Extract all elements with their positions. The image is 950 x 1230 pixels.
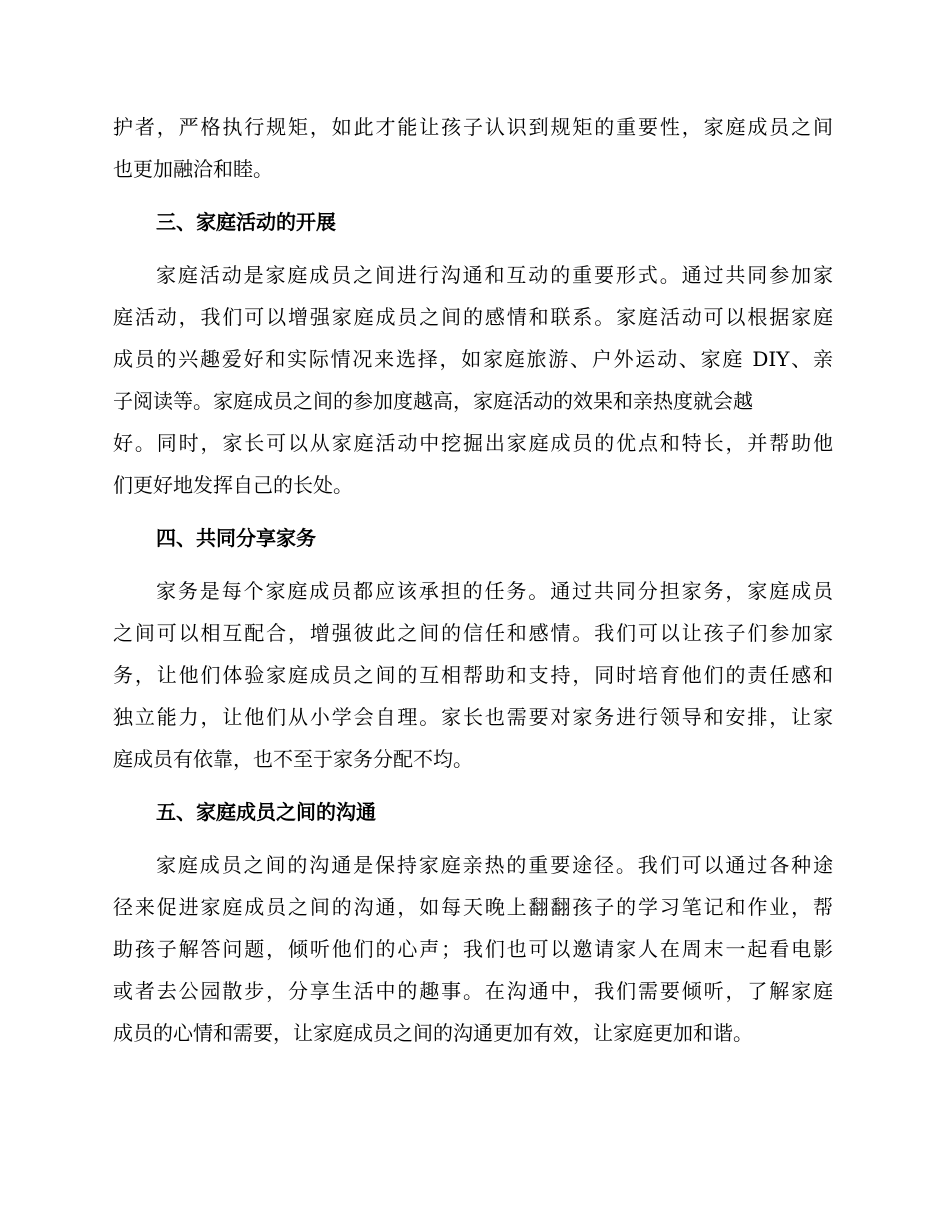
section-paragraph — [113, 844, 833, 1054]
paragraph-line: 家务是每个家庭成员都应该承担的任务。通过共同分担家务，家庭成员 — [156, 579, 833, 603]
section-paragraph — [113, 570, 833, 780]
paragraph-line: 务，让他们体验家庭成员之间的互相帮助和支持，同时培育他们的责任感和 — [113, 663, 833, 687]
paragraph-line: 成员的心情和需要，让家庭成员之间的沟通更加有效，让家庭更加和谐。 — [113, 1021, 753, 1045]
paragraph-line: 家庭成员之间的沟通是保持家庭亲热的重要途径。我们可以通过各种途 — [156, 853, 833, 877]
paragraph-line: 独立能力，让他们从小学会自理。家长也需要对家务进行领导和安排，让家 — [113, 705, 833, 729]
section-heading: 三、家庭活动的开展 — [156, 210, 336, 234]
continuation-paragraph — [113, 106, 833, 190]
paragraph-line: 护者，严格执行规矩，如此才能让孩子认识到规矩的重要性，家庭成员之间 — [113, 115, 833, 139]
paragraph-line: 成员的兴趣爱好和实际情况来选择，如家庭旅游、户外运动、家庭 DIY、亲 — [113, 347, 833, 371]
section-family-activities — [113, 201, 833, 506]
section-paragraph — [113, 254, 833, 506]
paragraph-line: 家庭活动是家庭成员之间进行沟通和互动的重要形式。通过共同参加家 — [156, 263, 833, 287]
paragraph-line: 径来促进家庭成员之间的沟通，如每天晚上翻翻孩子的学习笔记和作业，帮 — [113, 895, 833, 919]
paragraph-line: 好。同时，家长可以从家庭活动中挖掘出家庭成员的优点和特长，并帮助他 — [113, 431, 833, 455]
document-body — [113, 106, 833, 1054]
section-heading: 五、家庭成员之间的沟通 — [156, 800, 376, 824]
paragraph-line: 助孩子解答问题，倾听他们的心声；我们也可以邀请家人在周末一起看电影 — [113, 937, 833, 961]
paragraph-line: 或者去公园散步，分享生活中的趣事。在沟通中，我们需要倾听，了解家庭 — [113, 979, 833, 1003]
section-heading: 四、共同分享家务 — [156, 526, 316, 550]
paragraph-line: 也更加融洽和睦。 — [113, 157, 273, 181]
paragraph-line: 庭活动，我们可以增强家庭成员之间的感情和联系。家庭活动可以根据家庭 — [113, 305, 833, 329]
section-shared-housework — [113, 517, 833, 780]
paragraph-line: 庭成员有依靠，也不至于家务分配不均。 — [113, 747, 473, 771]
section-family-communication — [113, 791, 833, 1054]
paragraph-line: 子阅读等。家庭成员之间的参加度越高，家庭活动的效果和亲热度就会越 — [113, 389, 753, 413]
paragraph-line: 们更好地发挥自己的长处。 — [113, 473, 353, 497]
paragraph-line: 之间可以相互配合，增强彼此之间的信任和感情。我们可以让孩子们参加家 — [113, 621, 833, 645]
